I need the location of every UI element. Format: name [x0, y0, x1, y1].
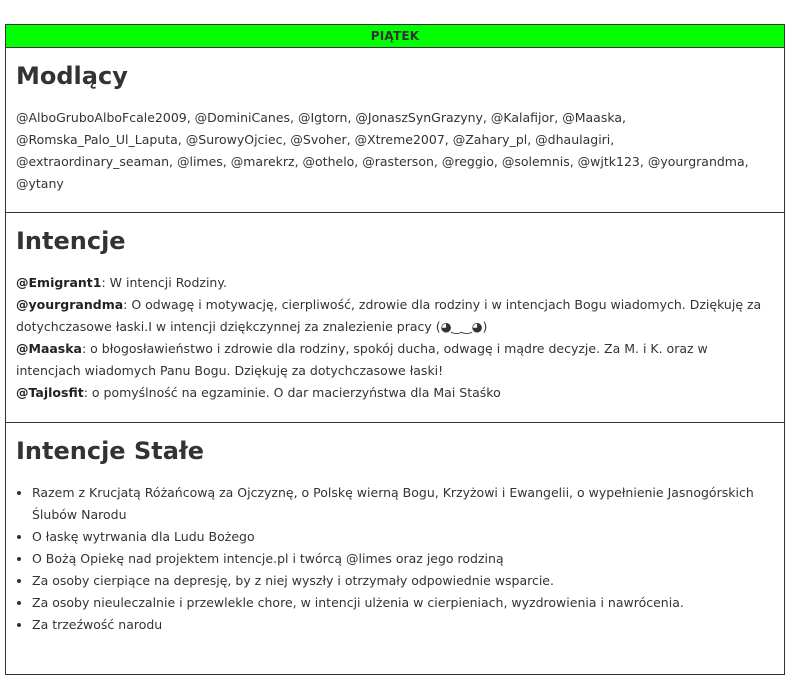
list-item: • O łaskę wytrwania dla Ludu Bożego	[32, 526, 774, 548]
intention-user[interactable]: @Tajlosfit	[16, 385, 84, 400]
modlacy-section	[6, 48, 784, 213]
list-item: • Za osoby cierpiące na depresję, by z niej wyszły i otrzymały odpowiednie wsparcie.	[32, 570, 774, 592]
intention-user[interactable]: @yourgrandma	[16, 297, 124, 312]
intention-text: : O odwagę i motywację, cierpliwość, zdrowie dla rodziny i w intencjach Bogu wiadomych. Dziękuję za dotychczasowe łaski.I w intencji dziękczynnej za znalezienie pracy (◕‿‿◕)	[16, 297, 762, 334]
intencje-section	[6, 213, 784, 423]
intencje-stale-list	[16, 482, 774, 636]
intencje-stale-heading: Intencje Stałe	[16, 437, 205, 465]
intention-item	[16, 382, 774, 404]
list-item: • Razem z Krucjatą Różańcową za Ojczyznę, o Polskę wierną Bogu, Krzyżowi i Ewangelii, o wypełnienie Jasnogórskich Ślubów Narodu	[32, 482, 774, 526]
intention-user[interactable]: @Emigrant1	[16, 275, 102, 290]
modlacy-heading: Modlący	[16, 62, 128, 90]
intention-text: : o błogosławieństwo i zdrowie dla rodziny, spokój ducha, odwagę i mądre decyzje. Za M. i K. oraz w intencjach wiadomych Panu Bogu. Dziękuję za dotychczasowe łaski!	[16, 341, 708, 378]
day-header: PIĄTEK	[6, 25, 784, 48]
intention-user[interactable]: @Maaska	[16, 341, 82, 356]
intention-item	[16, 294, 774, 338]
modlacy-user-list: @AlboGruboAlboFcale2009, @DominiCanes, @Igtorn, @JonaszSynGrazyny, @Kalafijor, @Maaska, @Romska_Palo_Ul_Laputa, @SurowyOjciec, @Svoher, @Xtreme2007, @Zahary_pl, @dhaulagiri, @extraordinary_seaman, @limes, @marekrz, @othelo, @rasterson, @reggio, @solemnis, @wjtk123, @yourgrandma, @ytany	[16, 110, 749, 191]
list-item: • Za osoby nieuleczalnie i przewlekle chore, w intencji ulżenia w cierpieniach, wyzdrowienia i nawrócenia.	[32, 592, 774, 614]
intention-item	[16, 272, 774, 294]
intention-item	[16, 338, 774, 382]
intention-list	[16, 272, 774, 404]
intencje-heading: Intencje	[16, 227, 126, 255]
intention-text: : W intencji Rodziny.	[101, 275, 227, 290]
list-item: • Za trzeźwość narodu	[32, 614, 774, 636]
list-item: • O Bożą Opiekę nad projektem intencje.pl i twórcą @limes oraz jego rodziną	[32, 548, 774, 570]
intencje-stale-section	[6, 423, 784, 674]
day-schedule-panel	[5, 24, 785, 675]
intention-text: : o pomyślność na egzaminie. O dar macierzyństwa dla Mai Staśko	[83, 385, 501, 400]
